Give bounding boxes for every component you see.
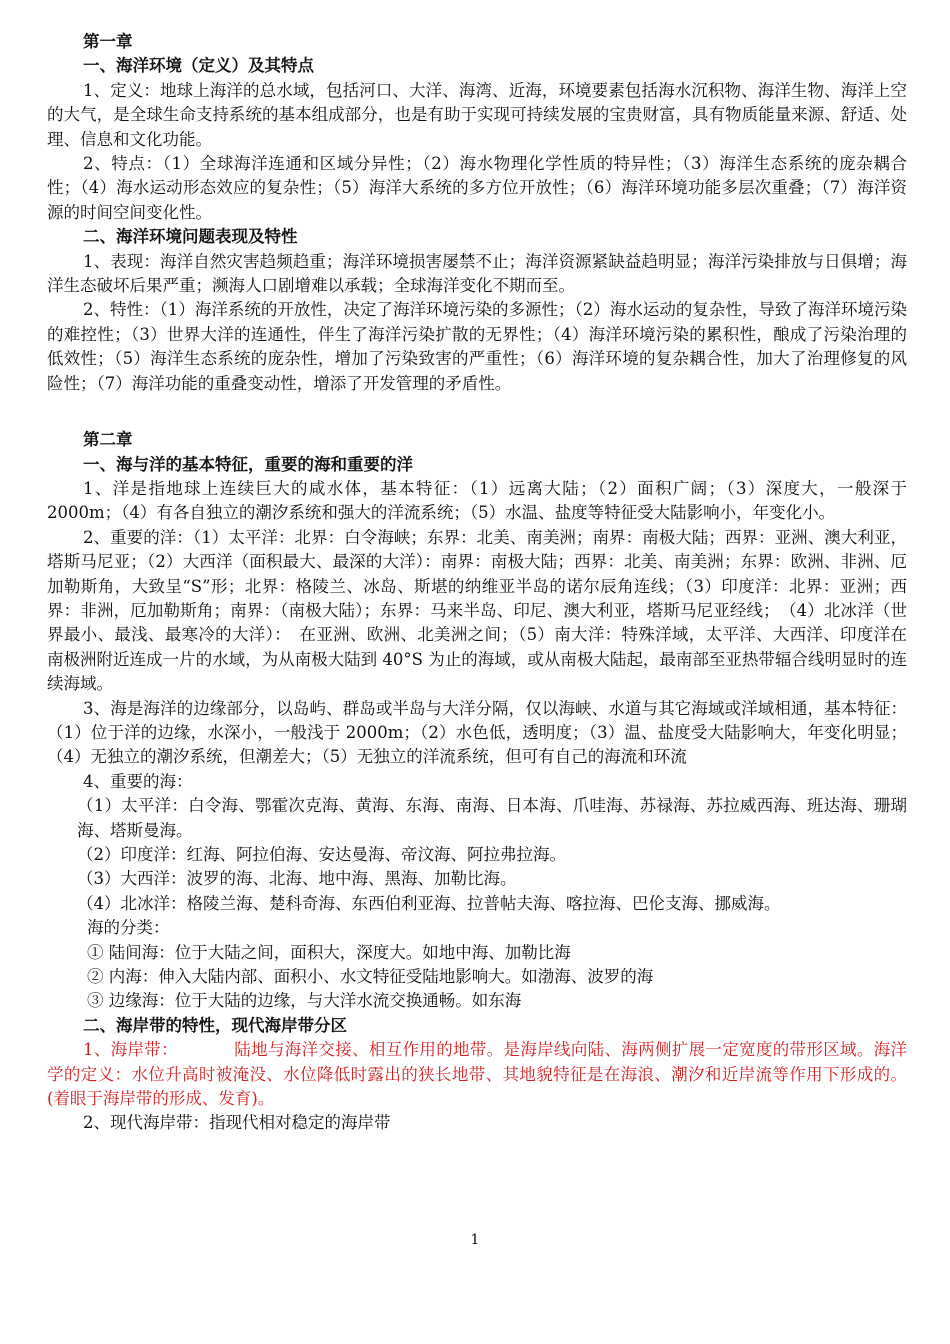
paragraph-sea-definition: 3、海是海洋的边缘部分，以岛屿、群岛或半岛与大洋分隔，仅以海峡、水道与其它海域或洋域相通，基本特征：（1）位于洋的边缘，水深小，一般浅于 2000m；（2）水色低，透明度；（3）温、盐度受大陆影响大，年变化明显；（4）无独立的潮汐系统，但潮差大；（5）无独立的洋流系统，但可有自己的海流和环流 [47, 698, 907, 767]
paragraph-important-seas: 4、重要的海： [83, 771, 193, 791]
paragraph-ocean-definition: 1、洋是指地球上连续巨大的咸水体，基本特征：（1）远离大陆；（2）面积广阔；（3）深度大，一般深于 2000m；（4）有各自独立的潮汐系统和强大的洋流系统；（5）水温、盐度等特征受大陆影响小，年变化小。 [47, 478, 907, 523]
paragraph-definition: 1、定义：地球上海洋的总水域，包括河口、大洋、海湾、近海，环境要素包括海水沉积物、海洋生物、海洋上空的大气，是全球生命支持系统的基本组成部分，也是有助于实现可持续发展的宝贵财富，具有物质能量来源、舒适、处理、信息和文化功能。 [47, 80, 907, 149]
seas-list-item: （2）印度洋：红海、阿拉伯海、安达曼海、帝汶海、阿拉弗拉海。 [77, 845, 566, 864]
section-heading-1-1: 一、海洋环境（定义）及其特点 [83, 56, 314, 76]
section-heading-2-1: 一、海与洋的基本特征，重要的海和重要的洋 [83, 454, 413, 474]
paragraph-characteristics: 2、特性：（1）海洋系统的开放性，决定了海洋环境污染的多源性；（2）海水运动的复杂性，导致了海洋环境污染的难控性；（3）世界大洋的连通性，伴生了海洋污染扩散的无界性；（4）海洋环境污染的累积性，酿成了污染治理的低效性；（5）海洋生态系统的庞杂性，增加了污染致害的严重性；（6）海洋环境的复杂耦合性，加大了治理修复的风险性；（7）海洋功能的重叠变动性，增添了开发管理的矛盾性。 [47, 300, 907, 393]
section-heading-2-2: 二、海岸带的特性，现代海岸带分区 [83, 1015, 347, 1035]
paragraph-features: 2、特点：（1）全球海洋连通和区域分异性；（2）海水物理化学性质的特异性；（3）海洋生态系统的庞杂耦合性；（4）海水运动形态效应的复杂性；（5）海洋大系统的多方位开放性；（6）海洋环境功能多层次重叠；（7）海洋资源的时间空间变化性。 [47, 154, 907, 222]
section-heading-1-2: 二、海洋环境问题表现及特性 [83, 227, 298, 247]
sea-classification-title: 海的分类： [87, 918, 170, 938]
paragraph-important-oceans: 2、重要的洋：（1）太平洋：北界：白令海峡；东界：北美、南美洲；南界：南极大陆；西界：亚洲、澳大利亚，塔斯马尼亚；（2）大西洋（面积最大、最深的大洋）：南界：南极大陆；西界：北美、南美洲；东界：欧洲、非洲、厄加勒斯角，大致呈“S”形；北界：格陵兰、冰岛、斯堪的纳维亚半岛的诺尔辰角连线；（3）印度洋：北界：亚洲；西界：非洲，厄加勒斯角；南界：（南极大陆）；东界：马来半岛、印尼、澳大利亚，塔斯马尼亚经线； （4）北冰洋（世界最小、最浅、最寒冷的大洋）： 在亚洲、欧洲、北美洲之间；（5）南大洋：特殊洋域，太平洋、大西洋、印度洋在南极洲附近连成一片的水域，为从南极大陆到 40°S 为止的海域，或从南极大陆起，最南部至亚热带辐合线明显时的连续海域。 [47, 527, 907, 694]
page-number: 1 [470, 1232, 480, 1248]
seas-list-item: （1）太平洋：白令海、鄂霍次克海、黄海、东海、南海、日本海、爪哇海、苏禄海、苏拉威西海、班达海、珊瑚海、塔斯曼海。 [77, 796, 907, 840]
chapter-1-title: 第一章 [83, 32, 133, 51]
paragraph-manifestations: 1、表现：海洋自然灾害趋频趋重；海洋环境损害屡禁不止；海洋资源紧缺益趋明显；海洋污染排放与日俱增；海洋生态破坏后果严重；濒海人口剧增难以承载；全球海洋变化不期而至。 [47, 251, 907, 296]
seas-list-item: （4）北冰洋：格陵兰海、楚科奇海、东西伯利亚海、拉普帖夫海、喀拉海、巴伦支海、挪威海。 [77, 893, 781, 913]
coastal-zone-text: 陆地与海洋交接、相互作用的地带。是海岸线向陆、海两侧扩展一定宽度的带形区域。海洋学的定义：水位升高时被淹没、水位降低时露出的狭长地带、其地貌特征是在海浪、潮汐和近岸流等作用下形成的。(着眼于海岸带的形成、发育)。 [47, 1040, 908, 1109]
sea-class-item: ② 内海：伸入大陆内部、面积小、水文特征受陆地影响大。如渤海、波罗的海 [87, 967, 654, 987]
document-page [47, 30, 907, 1136]
paragraph-modern-coastal-zone: 2、现代海岸带：指现代相对稳定的海岸带 [83, 1113, 391, 1133]
seas-list-item: （3）大西洋：波罗的海、北海、地中海、黑海、加勒比海。 [77, 869, 517, 889]
chapter-gap [47, 396, 907, 428]
chapter-2-title: 第二章 [83, 430, 133, 450]
sea-class-item: ① 陆间海：位于大陆之间，面积大，深度大。如地中海、加勒比海 [87, 942, 571, 962]
paragraph-coastal-zone [47, 1038, 907, 1111]
coastal-zone-label: 1、海岸带： [83, 1040, 178, 1060]
sea-class-item: ③ 边缘海：位于大陆的边缘，与大洋水流交换通畅。如东海 [87, 991, 522, 1011]
